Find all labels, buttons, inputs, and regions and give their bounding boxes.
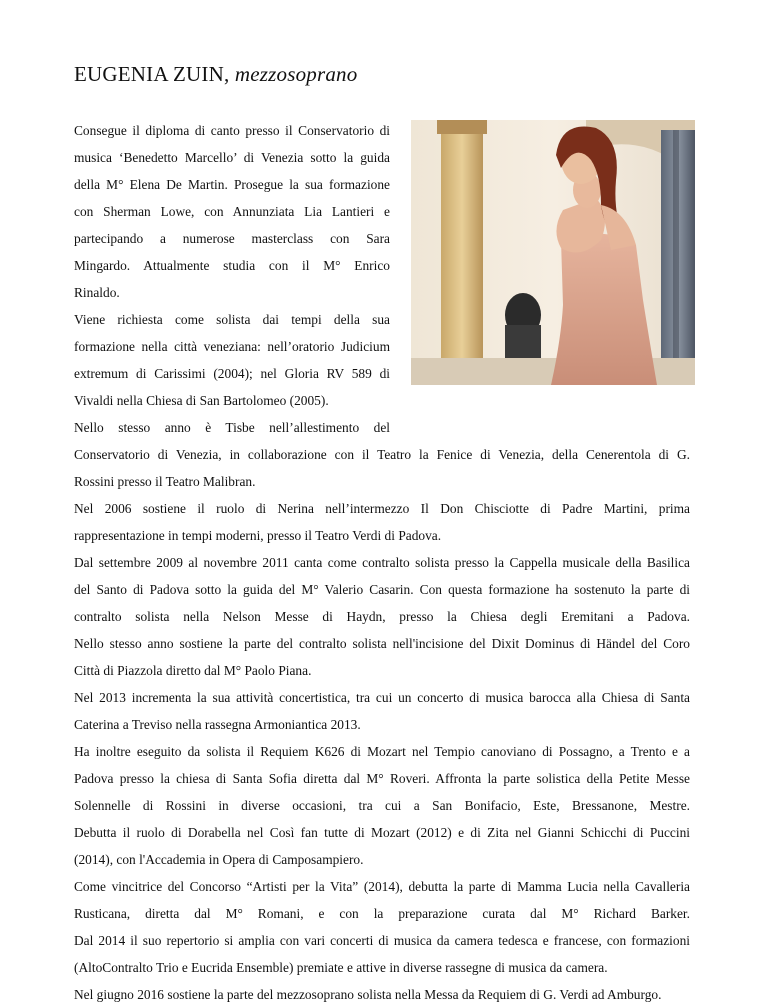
- text-line: Mingardo. Attualmente studia con il M° Enrico: [74, 258, 390, 273]
- text-line: Nel giugno 2016 sostiene la parte del mezzosoprano solista nella Messa da Requiem di G. Verdi ad Amburgo.: [74, 987, 662, 1002]
- text-line: Solennelle di Rossini in diverse occasioni, tra cui a San Bonifacio, Este, Bressanone, Mestre.: [74, 798, 690, 813]
- text-line: formazione nella città veneziana: nell’oratorio Judicium: [74, 339, 390, 354]
- text-line: con Sherman Lowe, con Annunziata Lia Lantieri e: [74, 204, 390, 219]
- text-line: partecipando a numerose masterclass con Sara: [74, 231, 390, 246]
- artist-role: mezzosoprano: [234, 62, 358, 86]
- text-line: musica ‘Benedetto Marcello’ di Venezia sotto la guida: [74, 150, 390, 165]
- text-line: Caterina a Treviso nella rassegna Armoniantica 2013.: [74, 717, 361, 732]
- page-title: [74, 62, 357, 87]
- text-line: Consegue il diploma di canto presso il Conservatorio di: [74, 123, 390, 138]
- singer-portrait-photo: [411, 120, 695, 385]
- artist-name: EUGENIA ZUIN,: [74, 62, 230, 86]
- text-line: Conservatorio di Venezia, in collaborazione con il Teatro la Fenice di Venezia, della Cenerentola di G.: [74, 447, 690, 462]
- text-line: Ha inoltre eseguito da solista il Requiem K626 di Mozart nel Tempio canoviano di Possagno, a Trento e a: [74, 744, 690, 759]
- text-line: Nel 2006 sostiene il ruolo di Nerina nell’intermezzo Il Don Chisciotte di Padre Martini, prima: [74, 501, 690, 516]
- text-line: Nello stesso anno è Tisbe nell’allestimento del: [74, 420, 390, 435]
- text-line: extremum di Carissimi (2004); nel Gloria RV 589 di: [74, 366, 390, 381]
- text-line: (2014), con l'Accademia in Opera di Camposampiero.: [74, 852, 364, 867]
- text-line: Viene richiesta come solista dai tempi della sua: [74, 312, 390, 327]
- text-line: Nel 2013 incrementa la sua attività concertistica, tra cui un concerto di musica barocca alla Chiesa di Santa: [74, 690, 690, 705]
- text-line: Padova presso la chiesa di Santa Sofia diretta dal M° Roveri. Affronta la parte solistica della Petite Messe: [74, 771, 690, 786]
- text-line: Rusticana, diretta dal M° Romani, e con la preparazione curata dal M° Richard Barker.: [74, 906, 690, 921]
- text-line: Rossini presso il Teatro Malibran.: [74, 474, 256, 489]
- text-line: Debutta il ruolo di Dorabella nel Così fan tutte di Mozart (2012) e di Zita nel Gianni Schicchi di Puccini: [74, 825, 690, 840]
- text-line: Nello stesso anno sostiene la parte del contralto solista nell'incisione del Dixit Dominus di Händel del Coro: [74, 636, 690, 651]
- text-line: (AltoContralto Trio e Eucrida Ensemble) premiate e attive in diverse rassegne di musica da camera.: [74, 960, 608, 975]
- text-line: Dal settembre 2009 al novembre 2011 canta come contralto solista presso la Cappella musicale della Basilica: [74, 555, 690, 570]
- text-line: Vivaldi nella Chiesa di San Bartolomeo (2005).: [74, 393, 329, 408]
- text-line: del Santo di Padova sotto la guida del M° Valerio Casarin. Con questa formazione ha sostenuto la parte di: [74, 582, 690, 597]
- text-line: rappresentazione in tempi moderni, presso il Teatro Verdi di Padova.: [74, 528, 442, 543]
- text-line: Città di Piazzola diretto dal M° Paolo Piana.: [74, 663, 312, 678]
- text-line: Come vincitrice del Concorso “Artisti per la Vita” (2014), debutta la parte di Mamma Lucia nella Cavalleria: [74, 879, 690, 894]
- text-line: della M° Elena De Martin. Prosegue la sua formazione: [74, 177, 390, 192]
- text-line: Dal 2014 il suo repertorio si amplia con vari concerti di musica da camera tedesca e francese, con formazioni: [74, 933, 690, 948]
- text-line: contralto solista nella Nelson Messe di Haydn, presso la Chiesa degli Eremitani a Padova.: [74, 609, 690, 624]
- text-line: Rinaldo.: [74, 285, 120, 300]
